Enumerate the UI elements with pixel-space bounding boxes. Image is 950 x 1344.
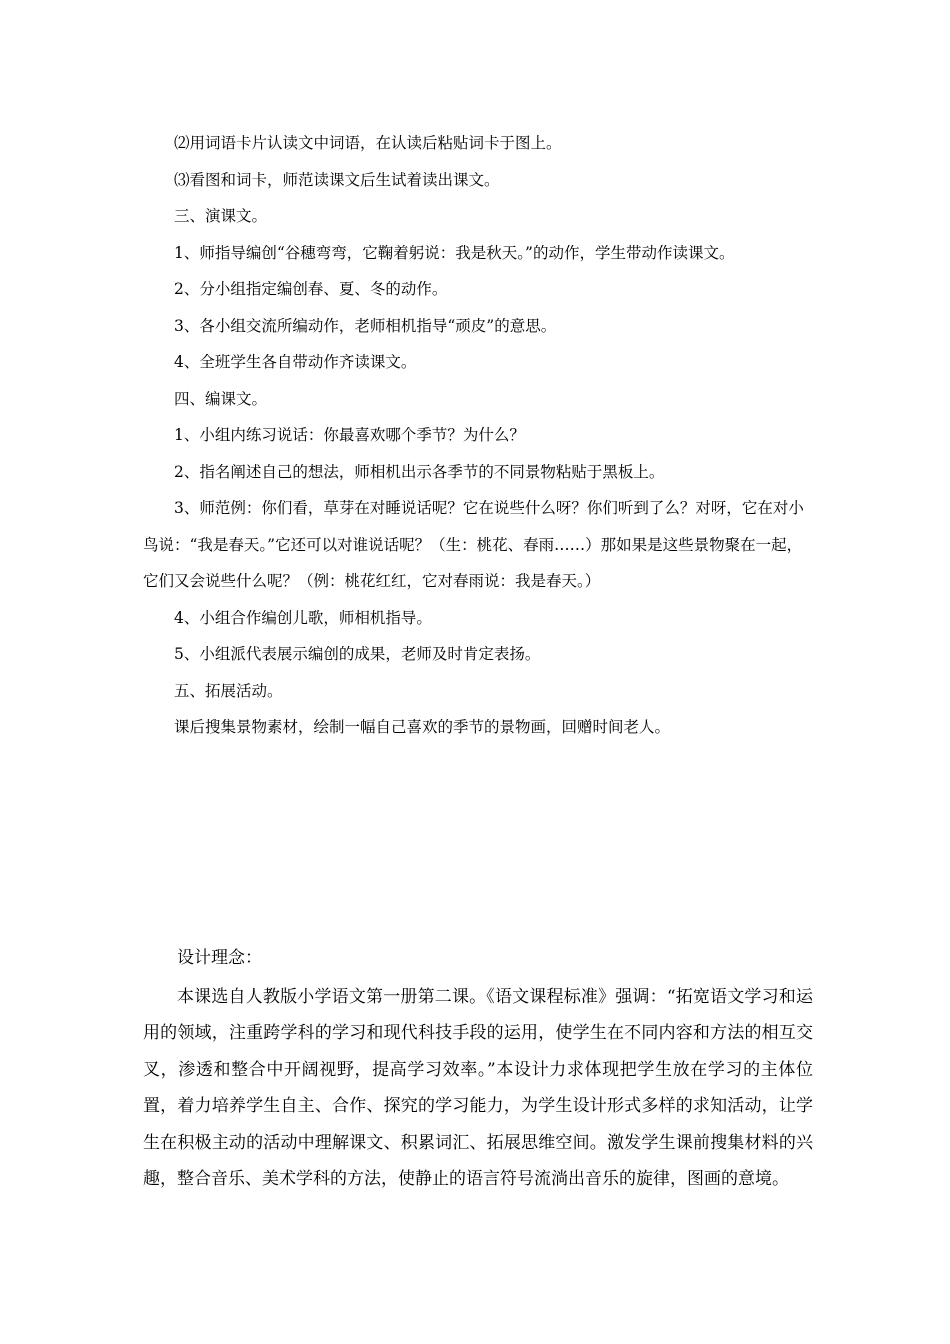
act-step-1: 1、师指导编创“谷穗弯弯，它鞠着躬说：我是秋天。”的动作，学生带动作读课文。 (174, 243, 735, 262)
section-heading-act-text: 三、演课文。 (174, 207, 268, 225)
section-heading-compose-text: 四、编课文。 (174, 389, 268, 408)
step-model-reading: ⑶看图和词卡，师范读课文后生试着读出课文。 (174, 170, 500, 189)
compose-step-5: 5、小组派代表展示编创的成果，老师及时肯定表扬。 (174, 645, 541, 663)
design-concept-heading: 设计理念： (177, 948, 262, 968)
extension-activity: 课后搜集景物素材，绘制一幅自己喜欢的季节的景物画，回赠时间老人。 (174, 718, 671, 736)
lesson-steps-section (143, 125, 813, 746)
compose-step-3: 3、师范例：你们看，草芽在对睡说话呢？它在说些什么呀？你们听到了么？对呀，它在对小鸟说：“我是春天。”它还可以对谁说话呢？（生：桃花、春雨……）那如果是这些景物聚在一起，它们又会说些什么呢？（例：桃花红红，它对春雨说：我是春天。） (143, 499, 804, 590)
act-step-2: 2、分小组指定编创春、夏、冬的动作。 (174, 280, 448, 298)
act-step-4: 4、全班学生各自带动作齐读课文。 (174, 353, 417, 371)
design-concept-body: 本课选自人教版小学语文第一册第二课。《语文课程标准》强调：“拓宽语文学习和运用的领域，注重跨学科的学习和现代科技手段的运用，使学生在不同内容和方法的相互交叉，渗透和整合中开阔视野，提高学习效率。”本设计力求体现把学生放在学习的主体位置，着力培养学生自主、合作、探究的学习能力，为学生设计形式多样的求知活动，让学生在积极主动的活动中理解课文、积累词汇、拓展思维空间。激发学生课前搜集材料的兴趣，整合音乐、美术学科的方法，使静止的语言符号流淌出音乐的旋律，图画的意境。 (143, 986, 813, 1189)
compose-step-4: 4、小组合作编创儿歌，师相机指导。 (174, 608, 432, 627)
compose-step-1: 1、小组内练习说话：你最喜欢哪个季节？为什么？ (174, 426, 525, 444)
compose-step-2: 2、指名阐述自己的想法，师相机出示各季节的不同景物粘贴于黑板上。 (174, 462, 665, 481)
step-word-cards: ⑵用词语卡片认读文中词语，在认读后粘贴词卡于图上。 (174, 134, 562, 152)
design-concept-section (143, 940, 813, 1198)
section-heading-extension: 五、拓展活动。 (174, 681, 283, 700)
act-step-3: 3、各小组交流所编动作，老师相机指导“顽皮”的意思。 (174, 316, 557, 335)
